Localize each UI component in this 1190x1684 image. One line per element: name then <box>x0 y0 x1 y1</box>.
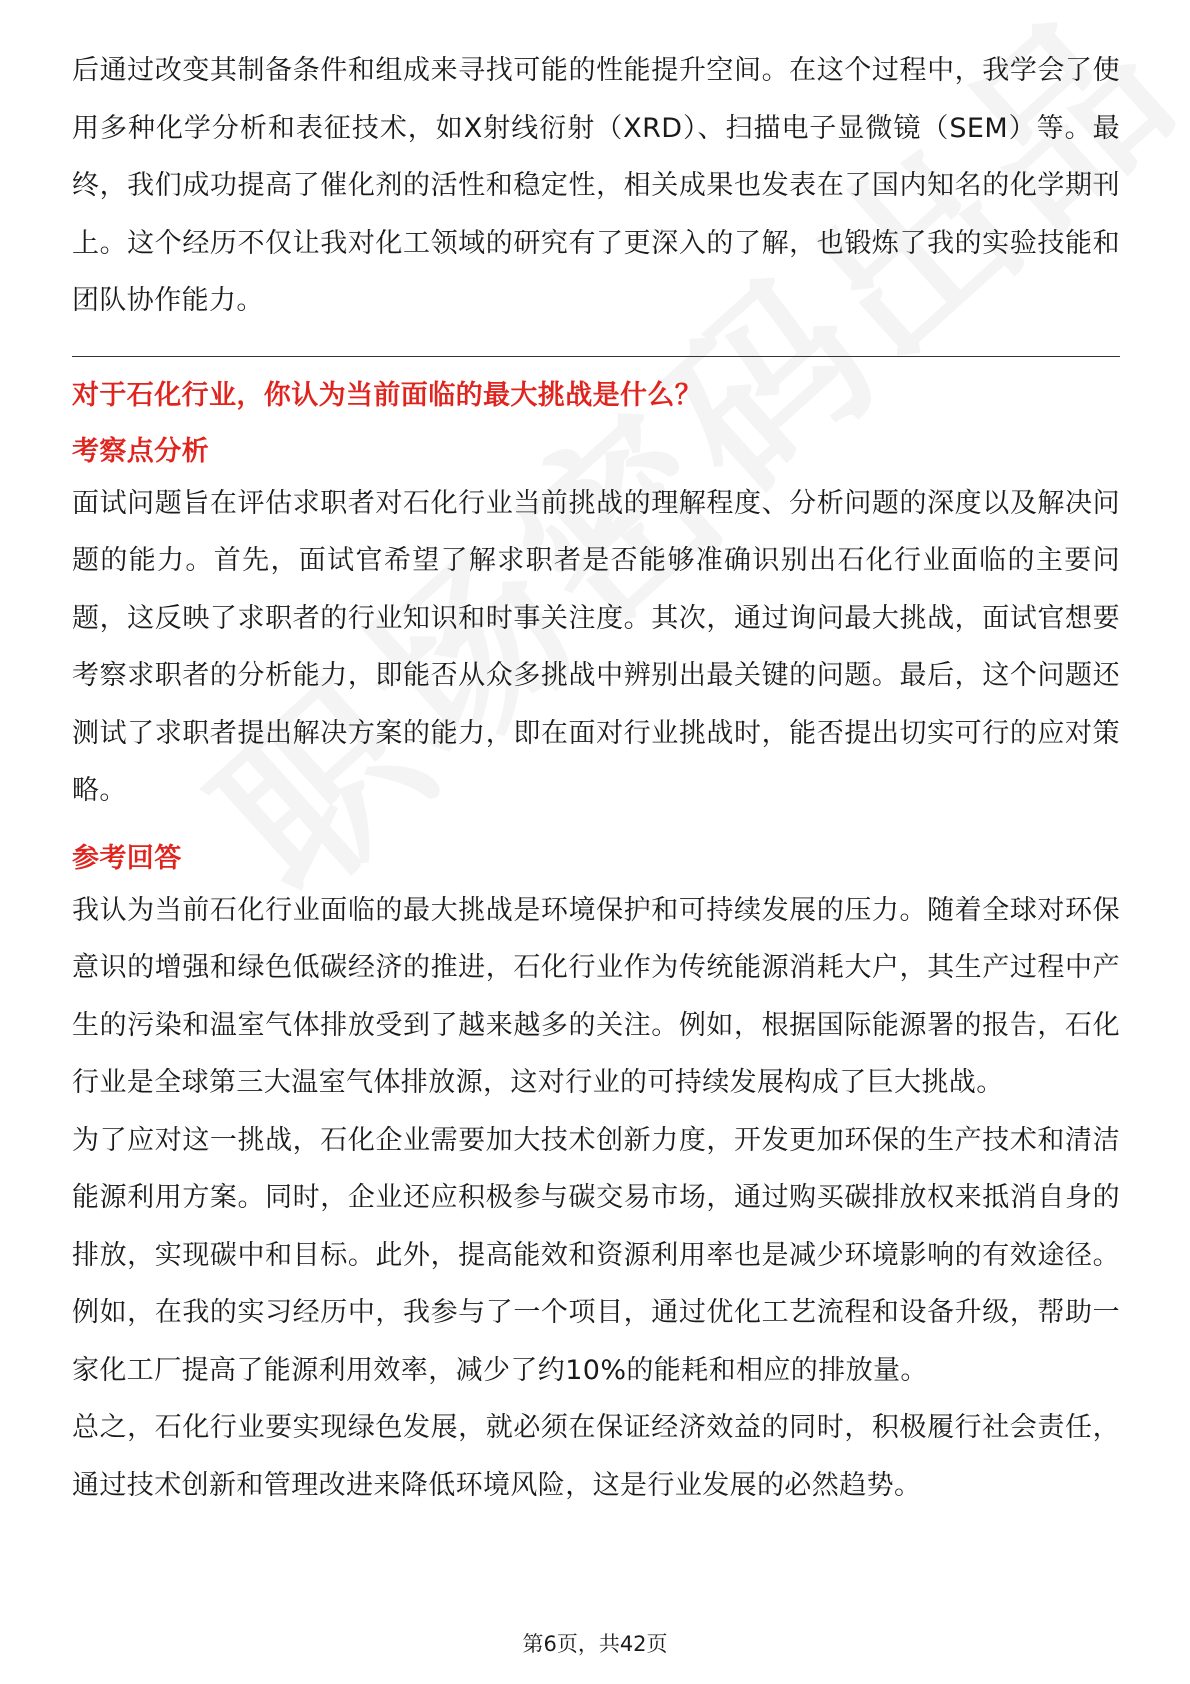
answer-title: 参考回答 <box>72 842 182 874</box>
analysis-body: 面试问题旨在评估求职者对石化行业当前挑战的理解程度、分析问题的深度以及解决问题的能力。首先，面试官希望了解求职者是否能够准确识别出石化行业面临的主要问题，这反映了求职者的行业知识和时事关注度。其次，通过询问最大挑战，面试官想要考察求职者的分析能力，即能否从众多挑战中辨别出最关键的问题。最后，这个问题还测试了求职者提出解决方案的能力，即在面对行业挑战时，能否提出切实可行的应对策略。 <box>72 487 1120 806</box>
page-number-footer: 第6页，共42页 <box>522 1632 668 1656</box>
answer-paragraph-1: 我认为当前石化行业面临的最大挑战是环境保护和可持续发展的压力。随着全球对环保意识的增强和绿色低碳经济的推进，石化行业作为传统能源消耗大户，其生产过程中产生的污染和温室气体排放受到了越来越多的关注。例如，根据国际能源署的报告，石化行业是全球第三大温室气体排放源，这对行业的可持续发展构成了巨大挑战。 <box>72 894 1120 1098</box>
document-page <box>72 42 1120 1514</box>
question-heading: 对于石化行业，你认为当前面临的最大挑战是什么？ <box>72 379 703 411</box>
answer-paragraph-2: 为了应对这一挑战，石化企业需要加大技术创新力度，开发更加环保的生产技术和清洁能源利用方案。同时，企业还应积极参与碳交易市场，通过购买碳排放权来抵消自身的排放，实现碳中和目标。此外，提高能效和资源利用率也是减少环境影响的有效途径。例如，在我的实习经历中，我参与了一个项目，通过优化工艺流程和设备升级，帮助一家化工厂提高了能源利用效率，减少了约10%的能耗和相应的排放量。 <box>72 1124 1120 1386</box>
intro-paragraph: 后通过改变其制备条件和组成来寻找可能的性能提升空间。在这个过程中，我学会了使用多种化学分析和表征技术，如X射线衍射（XRD）、扫描电子显微镜（SEM）等。最终，我们成功提高了催化剂的活性和稳定性，相关成果也发表在了国内知名的化学期刊上。这个经历不仅让我对化工领域的研究有了更深入的了解，也锻炼了我的实验技能和团队协作能力。 <box>72 55 1120 316</box>
analysis-title: 考察点分析 <box>72 435 209 467</box>
answer-paragraph-3: 总之，石化行业要实现绿色发展，就必须在保证经济效益的同时，积极履行社会责任，通过技术创新和管理改进来降低环境风险，这是行业发展的必然趋势。 <box>72 1412 1120 1501</box>
section-divider <box>72 356 1120 357</box>
